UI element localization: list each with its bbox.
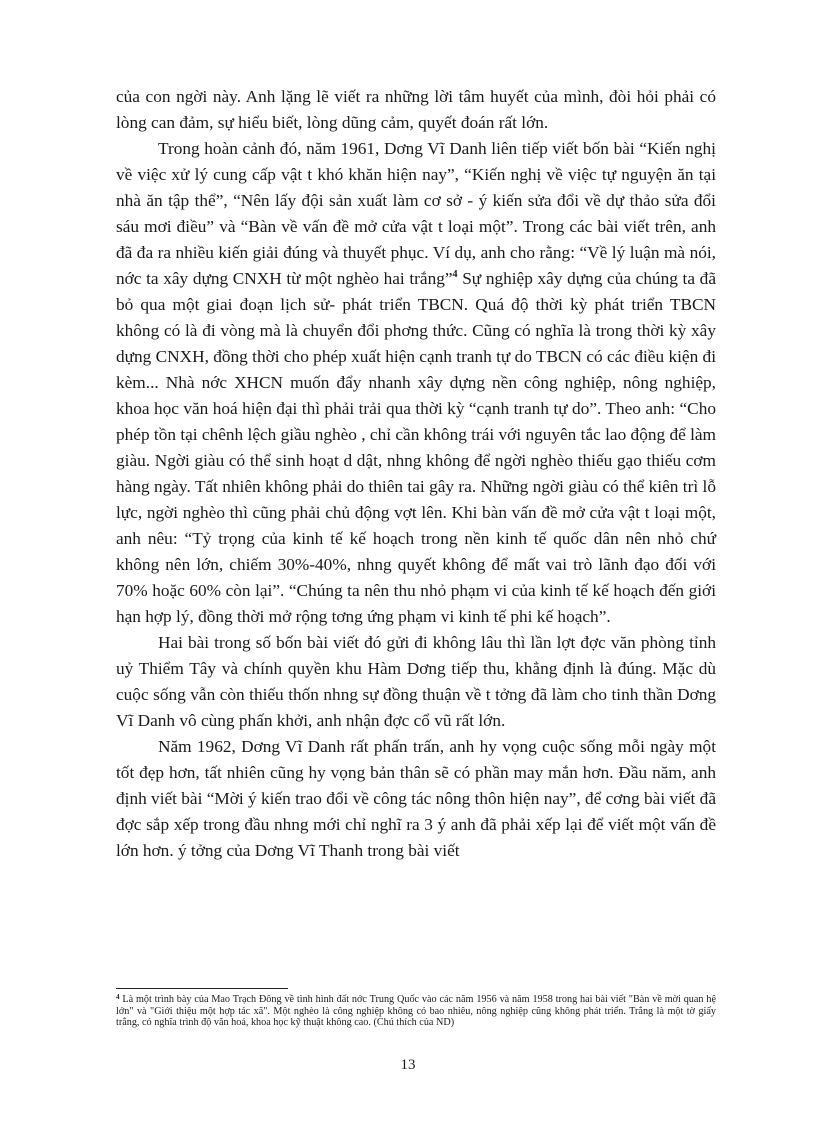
paragraph-2-text: Trong hoàn cảnh đó, năm 1961, Dơng Vĩ Danh liên tiếp viết bốn bài “Kiến nghị về việc xử lý cung cấp vật t khó khăn hiện nay”, “Kiến nghị về việc tự nguyện ăn tại nhà ăn tập thể”, “Nên lấy đội sản xuất làm cơ sở - ý kiến sửa đổi về dự thảo sửa đổi sáu mơi điều” và “Bàn về vấn đề mở cửa vật t loại một”. Trong các bài viết trên, anh đã đa ra nhiều kiến giải đúng và thuyết phục. Ví dụ, anh cho rằng: “Về lý luận mà nói, nớc ta xây dựng CNXH từ một nghèo hai trắng” xyxy=(116,139,716,288)
page-number: 13 xyxy=(400,1057,416,1073)
page-body xyxy=(116,84,716,864)
footnote-separator xyxy=(116,988,288,989)
footnote-reference[interactable]: 4 xyxy=(452,269,458,280)
paragraph-2-continuation: Sự nghiệp xây dựng của chúng ta đã bỏ qua một giai đoạn lịch sử- phát triển TBCN. Quá độ thời kỳ phát triển TBCN không có là đi vòng mà là chuyển đổi phơng thức. Cũng có nghĩa là trong thời kỳ xây dựng CNXH, đồng thời cho phép xuất hiện cạnh tranh tự do TBCN có các điều kiện đi kèm... Nhà nớc XHCN muốn đẩy nhanh xây dựng nền công nghiệp, nông nghiệp, khoa học văn hoá hiện đại thì phải trải qua thời kỳ “cạnh tranh tự do”. Theo anh: “Cho phép tồn tại chênh lệch giầu nghèo , chỉ cần không trái với nguyên tắc lao động để làm giàu. Ngời giàu có thể sinh hoạt d dật, nhng không để ngời nghèo thiếu gạo thiếu cơm hàng ngày. Tất nhiên không phải do thiên tai gây ra. Những ngời giàu có thể kiên trì lỗ lực, ngời nghèo thì cũng phải chủ động vợt lên. Khi bàn vấn đề mở cửa vật t loại một, anh nêu: “Tỷ trọng của kinh tế kế hoạch trong nền kinh tế quốc dân nên nhỏ chứ không nên lớn, chiếm 30%-40%, nhng quyết không để mất vai trò lãnh đạo đối với 70% hoặc 60% còn lại”. “Chúng ta nên thu nhỏ phạm vi của kinh tế kế hoạch đến giới hạn hợp lý, đồng thời mở rộng tơng ứng phạm vi kinh tế phi kế hoạch”. xyxy=(116,269,716,626)
footnote-text: Là một trình bày của Mao Trạch Đông về tình hình đất nớc Trung Quốc vào các năm 1956 và năm 1958 trong hai bài viết "Bàn về mời quan hệ lớn" và "Giới thiệu một hợp tác xã". Một nghèo là công nghiệp không có bao nhiêu, nông nghiệp cũng không phát triển. Trắng là một tờ giấy trắng, có nghĩa trình độ văn hoá, khoa học kỹ thuật không cao. (Chú thích của ND) xyxy=(116,994,716,1028)
paragraph-2 xyxy=(116,136,716,630)
paragraph-3: Hai bài trong số bốn bài viết đó gửi đi không lâu thì lần lợt đợc văn phòng tỉnh uỷ Thiểm Tây và chính quyền khu Hàm Dơng tiếp thu, khẳng định là đúng. Mặc dù cuộc sống vẫn còn thiếu thốn nhng sự đồng thuận về t tởng đã làm cho tinh thần Dơng Vĩ Danh vô cùng phấn khởi, anh nhận đợc cổ vũ rất lớn. xyxy=(116,633,716,730)
footnote xyxy=(116,994,716,1029)
paragraph-4: Năm 1962, Dơng Vĩ Danh rất phấn trấn, anh hy vọng cuộc sống mỗi ngày một tốt đẹp hơn, tất nhiên cũng hy vọng bản thân sẽ có phần may mắn hơn. Đầu năm, anh định viết bài “Mời ý kiến trao đổi về công tác nông thôn hiện nay”, để cơng bài viết đã đợc sắp xếp trong đầu nhng mới chỉ nghĩ ra 3 ý anh đã phải xếp lại để viết một vấn đề lớn hơn. ý tởng của Dơng Vĩ Thanh trong bài viết xyxy=(116,737,716,860)
paragraph-1: của con ngời này. Anh lặng lẽ viết ra những lời tâm huyết của mình, đòi hỏi phải có lòng can đảm, sự hiểu biết, lòng dũng cảm, quyết đoán rất lớn. xyxy=(116,87,716,132)
body-text xyxy=(116,84,716,864)
footnote-marker: 4 xyxy=(116,993,120,1001)
